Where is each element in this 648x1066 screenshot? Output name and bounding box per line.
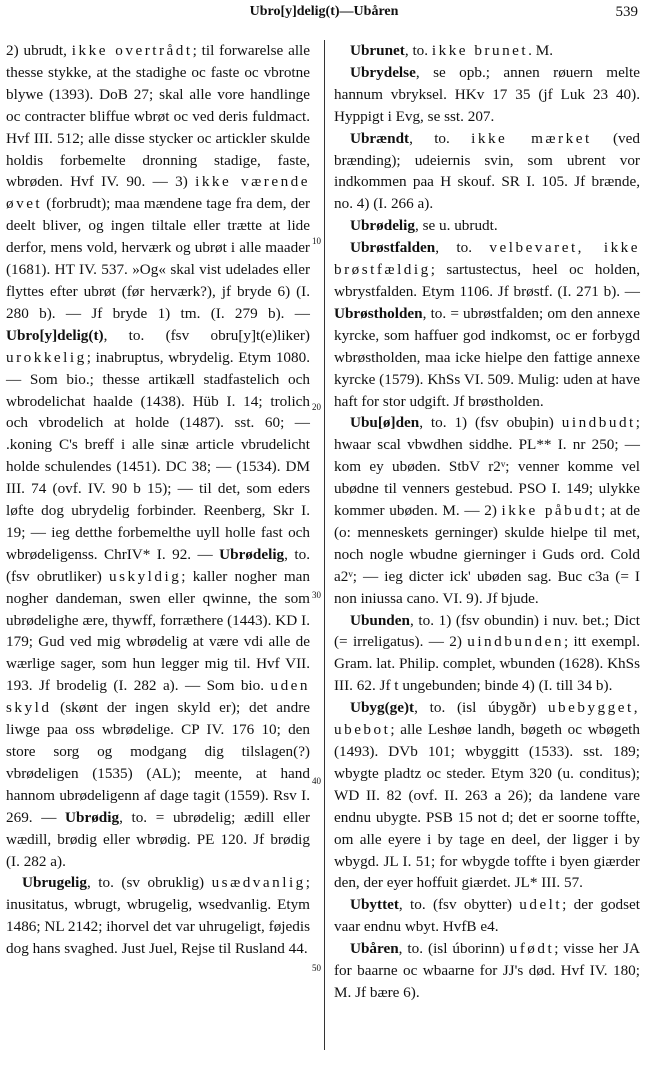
entry-text: , to. (fsv obytter) (398, 896, 520, 914)
left-column (6, 40, 310, 960)
entry-text: , to. 1) (fsv obuþin) (419, 414, 562, 432)
entry-text: , se u. ubrudt. (414, 217, 498, 235)
spaced-gloss: velbevaret, ikke brøstfældig (334, 239, 640, 279)
headword: Ubyttet (350, 896, 399, 914)
entry-text: ; inabruptus, wbrydelig. Etym 1080. — Som bio.; thesse artikæll stadfastelich och wbrodelichat haalde (1438). Hüb I. 14; trolich och vbrodelich at holde (1487). sst. 60; — .koning C's breff i alle sinæ article vbrudelicht holde schulendes (1451). DC 38; — (1534). DM III. 74 (ovf. IV. 90 b 15); — til det, som eders løfte dog ubrydelig forbinder. Reenberg, Skr I. 19; — ieg detthe forbemelthe uyll holle fast och wbrødeligenss. ChrIV* I. 92. — (6, 348, 310, 563)
spaced-gloss: urokkelig (6, 348, 87, 366)
entry-text: ; sartustectus, heel oc holden, wbrystfalden. Etym 1106. Jf brøstf. (I. 271 b). — (334, 261, 640, 300)
entry-text: ; til forwarelse alle thesse stykke, at the stadighe oc faste oc vbrotne blywe (1393). DoB 27; skal alle vore handlinge oc contracter bliffue wbrøt oc ved deris fuldmact. Hvf III. 512; alle disse stycker oc artickler skulde holdis forbemelte dronning stadige, faste, wbrøden. Hvf IV. 90. — 3) (6, 42, 310, 191)
entry-text: , to. (fsv obrutliker) (6, 545, 310, 585)
dictionary-entry (334, 62, 640, 128)
headword: Ubrødelig (350, 217, 415, 235)
spaced-gloss: ikke overtrådt (71, 42, 193, 59)
entry-text: ; visse her JA for baarne oc wbaarne for JJ's død. Hvf IV. 180; M. Jf bære 6). (334, 940, 640, 1001)
entry-text: 2) ubrudt, (6, 42, 72, 59)
entry-text: (forbrudt); maa mændene tage fra dem, der deelt bliver, og ingen tiltale eller trætte at lide derfor, mens vold, herværk og ubrøt i alle maader (1681). HT IV. 537. »Og« skal vist udelades eller flyttes efter ubrøt (før herværk?), jf bryde 6) (I. 280 b). — Jf bryde 1) tm. (I. 279 b). — (6, 195, 310, 322)
entry-text: , se opb.; annen røuern melte hannum vbryksel. HKv 17 35 (jf Luk 23 40). Hyppigt i Evg, se sst. 207. (334, 63, 640, 125)
dictionary-entry (334, 237, 640, 412)
dictionary-entry (334, 412, 640, 609)
headword: Ubunden (350, 611, 410, 629)
spaced-gloss: ikke brunet (431, 42, 529, 59)
spaced-gloss: uindbunden (467, 633, 564, 651)
entry-text: , to. (isl úborinn) (398, 940, 510, 958)
spaced-gloss: ikke værende øvet (6, 173, 310, 213)
margin-line-number: 40 (312, 776, 321, 786)
column-divider (324, 40, 325, 1050)
entry-text: ; hwaar scal vbwdhen siddhe. PL** I. nr 250; — kom ey ubøden. StbV r2ᵛ; venner komme vel ubødne til venners gestebud. PSO I. 149; ulykke kommer ubøden. M. — 2) (334, 414, 640, 520)
entry-text: ; der godset vaar endnu wbyt. HvfB e4. (334, 896, 640, 936)
spaced-gloss: uden skyld (6, 677, 310, 717)
spaced-gloss: ufødt (509, 940, 555, 958)
running-title: Ubro[y]delig(t)—Ubåren (249, 4, 399, 19)
entry-text: , to. (sv obruklig) (86, 874, 212, 892)
entry-text: ; itt exempl. Gram. lat. Philip. complet, wbunden (1628). KhSs III. 62. Jf t ungebunden; binde 4) (I. till 34 b). (334, 633, 640, 695)
dictionary-entry (6, 872, 310, 960)
entry-text: ; kaller nogher man nogher dandeman, swen eller qwinne, the som ubrødelighe ære, thywff, forræthere (1443). KD I. 179; Gud ved mig wbrødelig at være vdi alle de wærlige sager, som hun legger mig til. Hvf VII. 193. Jf brodelig (I. 282 a). — Som bio. (6, 567, 310, 695)
headword: Ubrunet (350, 42, 405, 59)
dictionary-entry (334, 128, 640, 216)
page-header (0, 4, 648, 26)
spaced-gloss: uindbudt (561, 414, 636, 432)
headword: Ubrændt (350, 129, 410, 147)
spaced-gloss: ubebygget, ubebot (334, 699, 640, 739)
margin-line-number: 50 (312, 963, 321, 973)
headword: Ubro[y]delig(t) (6, 326, 104, 344)
margin-line-number: 20 (312, 402, 321, 412)
headword: Ubrøstholden (334, 304, 423, 322)
entry-text: ; inusitatus, wbrugt, wbrugelig, wsedvanlig. Etym 1486; NL 2142; ihorvel det var uhrugeligt, føjedis dog hans svaghed. Just Juel, Rejse til Rusland 44. (6, 874, 310, 958)
entry-text: , to. 1) (fsv obundin) i nuv. bet.; Dict (= irreligatus). — 2) (334, 611, 640, 651)
entry-text: (skønt der ingen skyld er); det andre liwge paa oss wbrødelige. CP IV. 176 10; den store sorg og modgang dig tilslagen(?) vbrødeligen (1535) (AL); meente, at hand hannom ubrødeligenn af dage tagit (1559). Rsv I. 269. — (6, 699, 310, 826)
headword: Ubrødelig (219, 545, 285, 563)
entry-text: . M. (528, 42, 554, 59)
margin-line-number: 30 (312, 590, 321, 600)
entry-text: , to. (404, 42, 432, 59)
dictionary-entry (334, 40, 640, 62)
headword: Ubrydelse (350, 63, 416, 81)
dictionary-entry (334, 215, 640, 237)
entry-text: , to. (409, 129, 472, 147)
entry-text: , to. (435, 239, 490, 257)
margin-line-number: 10 (312, 236, 321, 246)
spaced-gloss: ikke mærket (471, 129, 592, 147)
headword: Ubrugelig (22, 874, 87, 892)
entry-text: , to. = ubrøstfalden; om den annexe kyrcke, som haffuer god indkomst, oc er forbygd wbrøstholden, maa icke hielpe den fattige annexe kyrcke (1579). KhSs VI. 509. Mulig: uden at have haft for stor udgift. Jf brøstholden. (334, 304, 640, 410)
headword: Ubrøstfalden (350, 239, 436, 257)
headword: Ubrødig (65, 808, 120, 826)
page-number: 539 (615, 4, 638, 20)
dictionary-entry (334, 894, 640, 938)
entry-text: , to. (fsv obru[y]t(e)liker) (103, 326, 310, 344)
entry-text: (ved brænding); udeiernis svin, som ubrent vor indkommen paa H skouf. SR I. 105. Jf brænde, no. 4) (I. 266 a). (334, 129, 640, 213)
headword: Ubåren (350, 940, 399, 958)
spaced-gloss: ikke påbudt (501, 502, 602, 520)
entry-text: , to. (isl úbygðr) (414, 699, 548, 717)
dictionary-entry (334, 610, 640, 698)
entry-text: ; alle Leshøe landh, bøgeth oc wbøgeth (1493). DVb 101; wbyggitt (1533). sst. 189; wbygte pladtz oc steder. Etym 320 (u. conditus); WD II. 82 (ovf. II. 263 a 26); da landene vare endnu ubygte. PSB 15 not d; det er soorne toffte, om alle eyere i by tage en deel, der ligger i by wbygd. JL I. 51; for wbygde toffte i byen giærder den, der eyer hoffuit giærdet. JL* III. 57. (334, 721, 640, 892)
spaced-gloss: udelt (519, 896, 563, 914)
spaced-gloss: usædvanlig (211, 874, 306, 892)
dictionary-entry (334, 697, 640, 894)
headword: Ubu[ø]den (350, 414, 420, 432)
entry-continuation (6, 40, 310, 872)
spaced-gloss: uskyldig (108, 567, 182, 585)
dictionary-entry (334, 938, 640, 1004)
entry-text: , to. = ubrødelig; ædill eller wædill, brødig eller wbrødig. PE 120. Jf brødig (I. 282 a). (6, 808, 311, 870)
right-column (334, 40, 640, 1004)
headword: Ubyg(ge)t (350, 699, 415, 717)
entry-text: ; at de (o: menneskets gerninger) skulde hielpe til met, noch nogle wbudne gierninger i Guds ord. Cold a2ᵛ; — ieg dicter ick' ubøden sag. Buc c3a (= I non iniussa cano. VI. 9). Jf bjude. (334, 502, 640, 607)
